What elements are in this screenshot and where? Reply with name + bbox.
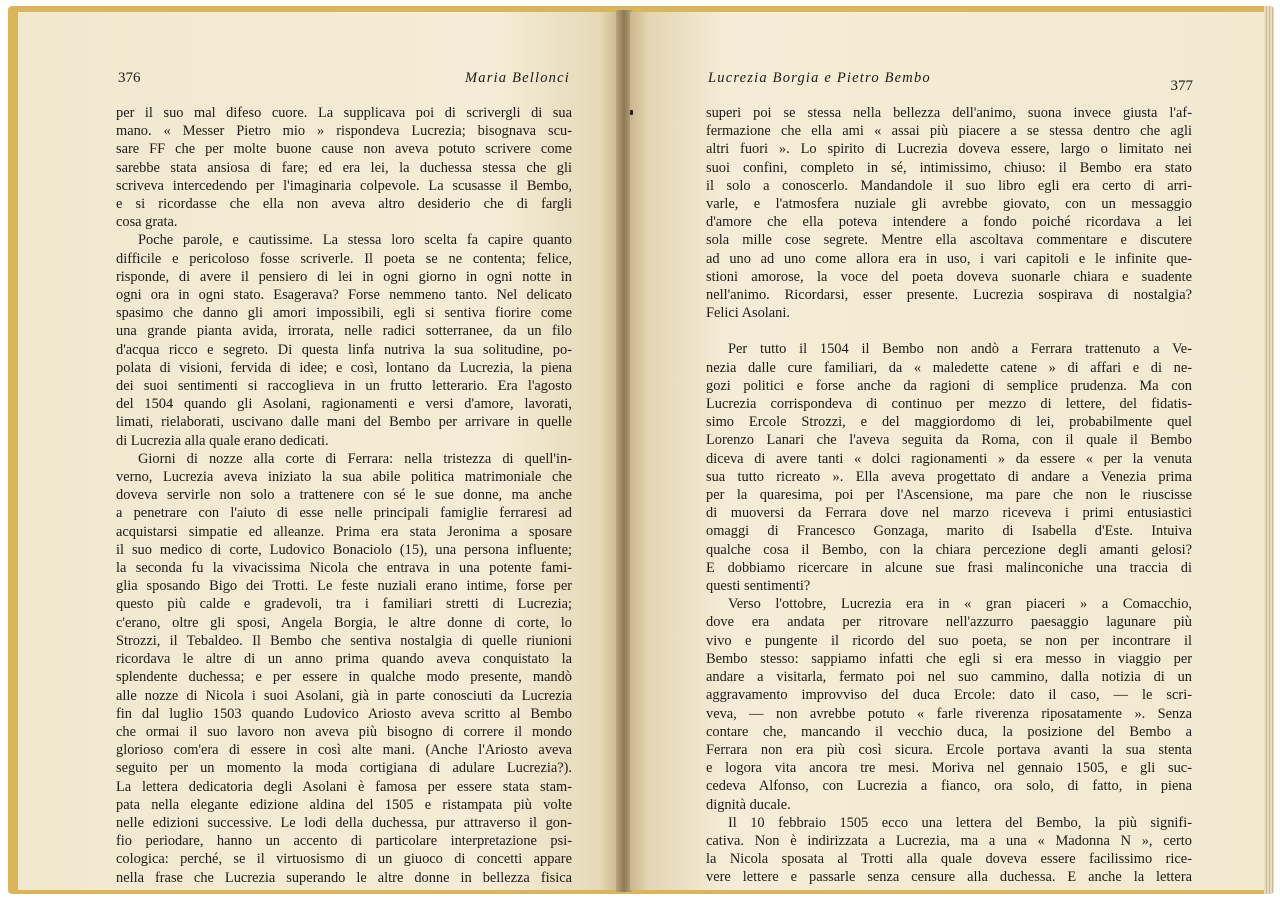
- text-line: Strozzi, il Tebaldeo. Il Bembo che sentiva nostalgia di quelle riunioni: [116, 632, 572, 649]
- open-book: [8, 6, 1274, 894]
- right-page: [630, 12, 1266, 890]
- text-line: e si ricordasse che ella non aveva altro desiderio che di fargli: [116, 196, 572, 213]
- text-line: dove era andata per ritrovare nell'azzurro paesaggio lagunare più: [706, 614, 1192, 631]
- text-line: cologica: perché, se il virtuosismo di un giuoco di concetti appare: [116, 851, 572, 868]
- text-line: dei suoi sentimenti si raccoglieva in un frutto letterario. Era l'agosto: [116, 378, 572, 395]
- section-break: [706, 322, 1192, 340]
- right-page-header: [708, 70, 1193, 92]
- text-line: superi poi se stessa nella bellezza dell'animo, suona invece giusta l'af-: [706, 105, 1192, 121]
- text-line: veva, — non avrebbe potuto « farle riverenza riposatamente ». Senza: [706, 705, 1192, 722]
- text-line: E dobbiamo ricercare in alcune sue frasi malinconiche una traccia di: [706, 559, 1192, 576]
- text-line: gozi politici e forse anche da ragioni di semplice prudenza. Ma con: [706, 377, 1192, 394]
- text-line: nella frase che Lucrezia superando le altre donne in bellezza fisica: [116, 869, 572, 886]
- text-line: sua tutto ricreato ». Ella aveva progettato di andare a Venezia prima: [706, 468, 1192, 485]
- text-line: splendente duchessa; e per essere in qualche modo presente, mandò: [116, 669, 572, 686]
- text-line: cativa. Non è indirizzata a Lucrezia, ma a una « Madonna N », certo: [706, 832, 1192, 849]
- text-line: fio periodare, hanno un accento di particolare interpretazione psi-: [116, 833, 572, 850]
- text-line: Verso l'ottobre, Lucrezia era in « gran piaceri » a Comacchio,: [728, 596, 1192, 613]
- text-line: altri fuori ». Lo spirito di Lucrezia doveva essere, largo o limitato nei: [706, 141, 1192, 158]
- text-line: verno, Lucrezia aveva iniziato la sua abile politica matrimoniale che: [116, 469, 572, 486]
- text-line: Il 10 febbraio 1505 ecco una lettera del Bembo, la più signifi-: [728, 814, 1192, 831]
- text-line: polata di visioni, fervida di idee; e così, lontano da Lucrezia, la piena: [116, 359, 572, 376]
- left-page-body: [116, 104, 572, 887]
- text-line: dignità ducale.: [706, 796, 791, 813]
- text-line: nell'animo. Ricordarsi, esser presente. Lucrezia sospirava di nostalgia?: [706, 287, 1192, 304]
- text-line: Lucrezia corrispondeva di continuo per mezzo di lettere, del fidatis-: [706, 396, 1192, 413]
- text-line: stioni amorose, la voce del poeta doveva suonarle chiara e suadente: [706, 268, 1192, 285]
- text-line: difficile e pericoloso fosse scriverle. Il poeta se ne contenta; felice,: [116, 250, 572, 267]
- text-line: che ormai il suo lavoro non aveva più bisogno di correre il mondo: [116, 723, 572, 740]
- text-line: una grande pianta avida, irrorata, nelle radici sotterranee, da un filo: [116, 323, 572, 340]
- text-line: seguito per un momento la moda cortigiana di adulare Lucrezia?).: [116, 760, 572, 777]
- text-line: risponde, di avere il pensiero di lei in ogni giorno in ogni notte in: [116, 268, 572, 285]
- left-page-header: [118, 70, 570, 92]
- text-line: doveva servirle non solo a trattenere con sé le sue donne, ma anche: [116, 487, 572, 504]
- text-line: La lettera dedicatoria degli Asolani è famosa per essere stata stam-: [116, 778, 572, 795]
- text-line: acquistarsi simpatie ed alleanze. Prima era stata Jeronima a sposare: [116, 523, 572, 540]
- text-line: fermazione che ella ami « assai più piacere a se stessa dentro che agli: [706, 123, 1192, 140]
- text-line: ad uno ad uno come allora era in uso, i vari capitoli e le infinite que-: [706, 250, 1192, 267]
- text-line: d'amore che ella poteva intendere a fondo poiché ricordava a lei: [706, 214, 1192, 231]
- text-line: Lorenzo Lanari che l'aveva seguita da Roma, con il quale il Bembo: [706, 432, 1192, 449]
- text-line: questo più calde e gradevoli, tra i familiari stretti di Lucrezia;: [116, 596, 572, 613]
- text-line: fin dal luglio 1503 quando Ludovico Ariosto aveva scritto al Bembo: [116, 705, 572, 722]
- right-page-body: [706, 104, 1192, 887]
- text-line: per il suo mal difeso cuore. La supplicava poi di scrivergli di sua: [116, 105, 572, 121]
- text-line: andare a visitarla, fermato poi nel suo cammino, dalla notizia di un: [706, 669, 1192, 686]
- text-line: scriveva intercedendo per l'imaginaria colpevole. La scusasse il Bembo,: [116, 177, 572, 194]
- text-line: Giorni di nozze alla corte di Ferrara: nella tristezza di quell'in-: [138, 450, 572, 467]
- text-line: vivo e pungente il ricordo del suo poeta, se non per incontrare il: [706, 632, 1192, 649]
- text-line: pata nella elegante edizione aldina del 1505 e ristampata più volte: [116, 796, 572, 813]
- text-line: glia sposando Bigo dei Trotti. Le feste nuziali erano intime, forse per: [116, 578, 572, 595]
- text-line: suoi confini, completo in sé, intimissimo, chiuso: il Bembo era stato: [706, 159, 1192, 176]
- text-line: c'erano, oltre gli sposi, Angela Borgia, le altre donne di corte, lo: [116, 614, 572, 631]
- text-line: simo Ercole Strozzi, e del maggiordomo di lei, probabilmente quel: [706, 414, 1192, 431]
- text-line: la seconda fu la vivacissima Nicola che entrava in una potente fami-: [116, 560, 572, 577]
- text-line: del 1504 quando gli Asolani, ragionamenti e versi d'amore, lavorati,: [116, 396, 572, 413]
- text-line: sarebbe stata ansiosa di fare; ed era lei, la duchessa stessa che gli: [116, 159, 572, 176]
- text-line: il suo medico di corte, Ludovico Bonaciolo (15), una persona influente;: [116, 541, 572, 558]
- text-line: Per tutto il 1504 il Bembo non andò a Ferrara trattenuto a Ve-: [728, 341, 1192, 358]
- text-line: contare che, mancando il vecchio duca, la posizione del Bembo a: [706, 723, 1192, 740]
- text-line: cosa grata.: [116, 214, 178, 231]
- text-line: e logora vita ancora tre mesi. Moriva nel gennaio 1505, e gli suc-: [706, 760, 1192, 777]
- left-page: [18, 12, 618, 890]
- left-page-number: 376: [118, 70, 141, 86]
- text-line: a penetrare con l'aiuto di esse nelle principali famiglie ferraresi ad: [116, 505, 572, 522]
- text-line: glorioso com'era di essere in così alte mani. (Anche l'Ariosto aveva: [116, 742, 572, 759]
- text-line: il solo a conoscerlo. Mandandole il suo libro egli era certo di arri-: [706, 177, 1192, 194]
- text-line: la Nicola sposata al Trotti alla quale doveva essere facilissimo rice-: [706, 851, 1192, 868]
- text-line: spasimo che danno gli amori impossibili, egli si sentiva fiorire come: [116, 305, 572, 322]
- text-line: qualche cosa il Bembo, con la chiara percezione degli amanti gelosi?: [706, 541, 1192, 558]
- text-line: varle, e l'atmosfera nuziale gli avrebbe giovato, con un messaggio: [706, 196, 1192, 213]
- margin-mark: [630, 110, 633, 115]
- text-line: limati, rielaborati, uscivano dalle mani del Bembo per arrivare in quelle: [116, 414, 572, 431]
- text-line: cedeva Alfonso, con Lucrezia a fianco, ora solo, di fatto, in piena: [706, 778, 1192, 795]
- text-line: d'acqua ricco e segreto. Di questa linfa nutriva la sua solitudine, po-: [116, 341, 572, 358]
- text-line: di muoversi da Ferrara dove nel marzo riceveva i primi entusiastici: [706, 505, 1192, 522]
- text-line: Ferrara non era più così sicura. Ercole portava avanti la sua stenta: [706, 741, 1192, 758]
- text-line: Felici Asolani.: [706, 305, 790, 322]
- text-line: questi sentimenti?: [706, 578, 811, 595]
- text-line: aggravamento improvviso del duca Ercole: dato il caso, — le scri-: [706, 687, 1192, 704]
- text-line: Poche parole, e cautissime. La stessa loro scelta fa capire quanto: [138, 232, 572, 249]
- text-line: omaggi di Francesco Gonzaga, marito di Isabella d'Este. Intuiva: [706, 523, 1192, 540]
- text-line: nelle edizioni successive. Le lodi della duchessa, pur attraverso il gon-: [116, 814, 572, 831]
- text-line: ogni ora in ogni stato. Esagerava? Forse nemmeno tanto. Nel delicato: [116, 287, 572, 304]
- text-line: vere lettere e passarle senza censure alla duchessa. E anche la lettera: [706, 869, 1192, 886]
- left-running-title: Maria Bellonci: [465, 70, 570, 86]
- text-line: alle nozze di Nicola i suoi Asolani, già in parte conosciuti da Lucrezia: [116, 687, 572, 704]
- right-page-number: 377: [1170, 78, 1193, 94]
- text-line: ricordava le altre di un anno prima quando aveva conquistato la: [116, 651, 572, 668]
- text-line: per la quaresima, poi per l'Ascensione, ma pare che non le riuscisse: [706, 487, 1192, 504]
- text-line: diceva di avere tanti « dolci ragionamenti » da essere « per la venuta: [706, 450, 1192, 467]
- text-line: di Lucrezia alla quale erano dedicati.: [116, 432, 329, 449]
- page-edges: [1264, 6, 1274, 894]
- text-line: Bembo stesso: sappiamo infatti che egli si era messo in viaggio per: [706, 650, 1192, 667]
- text-line: mano. « Messer Pietro mio » rispondeva Lucrezia; bisognava scu-: [116, 123, 572, 140]
- right-running-title: Lucrezia Borgia e Pietro Bembo: [708, 70, 931, 86]
- text-line: nezia dalle cure familiari, da « maledette catene » di affari e di ne-: [706, 359, 1192, 376]
- text-line: sola mille cose segrete. Mentre ella ascoltava commentare e discutere: [706, 232, 1192, 249]
- text-line: sare FF che per molte buone cause non aveva potuto scrivere come: [116, 141, 572, 158]
